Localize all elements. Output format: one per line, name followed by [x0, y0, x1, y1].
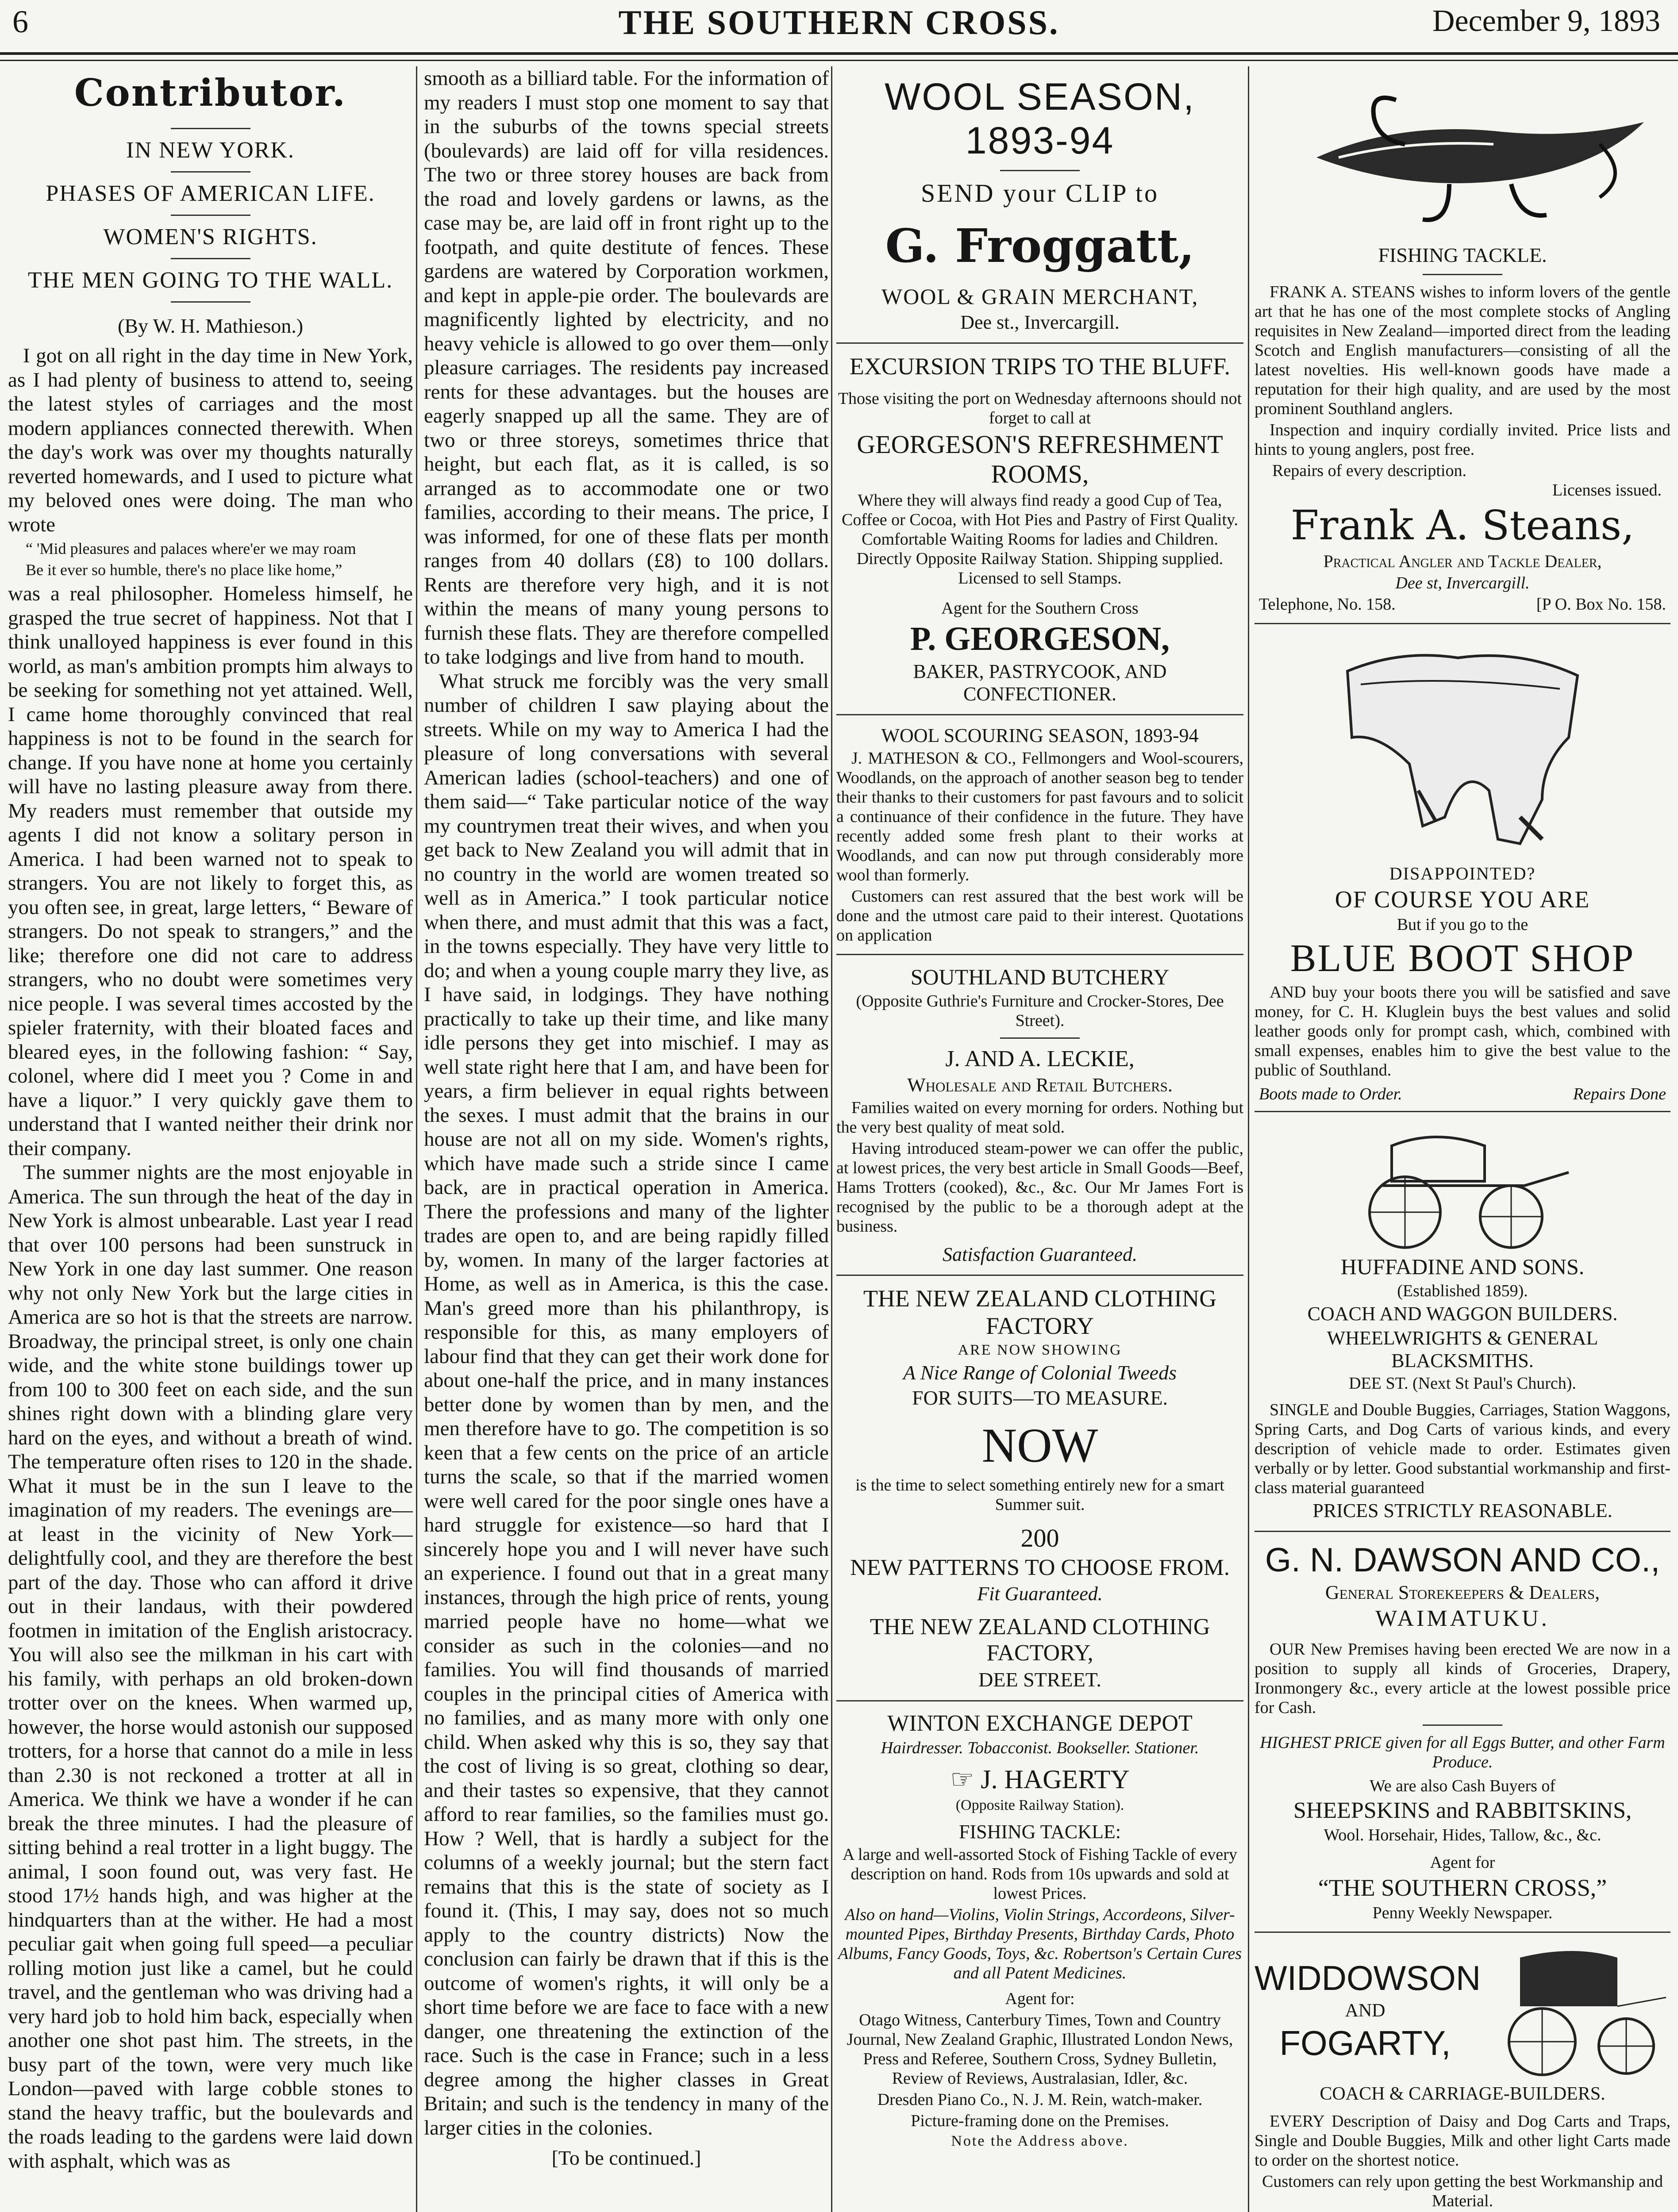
divider — [1000, 1037, 1080, 1039]
huffadine-advert — [1255, 1112, 1670, 1532]
column-rule — [1248, 66, 1249, 2212]
ad-text: J. MATHESON & CO., Fellmongers and Wool-scourers, Woodlands, on the approach of another season beg to tender their thanks to their customers for past favours and to solicit a continuance of their confidence in the future. They have recently added some fresh plant to their works at Woodlands, and can now put through considerably more wool than formerly. — [836, 749, 1243, 884]
ad-text: Wool. Horsehair, Hides, Tallow, &c., &c. — [1324, 1826, 1601, 1844]
ad-text: Penny Weekly Newspaper. — [1372, 1904, 1553, 1922]
quoted-verse: Be it ever so humble, there's no place like home,” — [26, 561, 343, 579]
widdowson-header — [1255, 1940, 1670, 2081]
paragraph: smooth as a billiard table. For the information of my readers I must stop one moment to say that in the suburbs of the towns special streets (boulevards) are laid off for villa residences. The two or three storey houses are back from the road and lovely gardens or lawns, as the case may be, are laid off in front right up to the footpath, and quite destitute of fences. These gardens are watered by Corporation workmen, and kept in apple-pie order. The boulevards are magnificently lighted by electricity, and no heavy vehicle is allowed to go over them—only pleasure carriages. The residents pay increased rents for these advantages. but the houses are eagerly snapped up all the same. They are of two or three storeys, sometimes thrice that height, but each flat, as it is called, is so arranged as to accommodate one or two families, according to their means. The price, I was informed, for one of these flats per month ranges from 40 dollars (£8) to 100 dollars. Rents are therefore very high, and it is not within the means of many young persons to furnish these flats. They are therefore compelled to take lodgings and live from hand to mouth. — [424, 67, 829, 668]
ad-text: PRICES STRICTLY REASONABLE. — [1312, 1500, 1613, 1521]
carriage-icon — [1493, 1940, 1670, 2081]
pointing-hand-icon: ☞ — [950, 1765, 981, 1794]
ad-name: Frank A. Steans, — [1290, 502, 1635, 549]
ad-text: Agent for the Southern Cross — [941, 599, 1139, 618]
advert-column-3 — [836, 66, 1243, 2212]
hagerty-advert — [836, 1701, 1243, 2159]
ad-text: Telephone, No. 158. [P O. Box No. 158. — [1259, 595, 1666, 614]
masthead — [0, 0, 1678, 58]
ad-text: Picture-framing done on the Premises. — [911, 2112, 1169, 2130]
ad-text: Satisfaction Guaranteed. — [943, 1244, 1137, 1265]
ad-text: WHEELWRIGHTS & GENERAL BLACKSMITHS. — [1327, 1327, 1598, 1371]
ad-text: Inspection and inquiry cordially invited. Price lists and hints to young anglers, post free. — [1255, 421, 1670, 459]
quoted-verse: “ 'Mid pleasures and palaces where'er we may roam — [26, 540, 356, 557]
ad-text: 200 — [1020, 1524, 1059, 1552]
column-rule — [831, 66, 832, 2212]
divider — [171, 215, 250, 216]
ad-heading: THE NEW ZEALAND CLOTHING FACTORY — [863, 1285, 1217, 1339]
ad-text: But if you go to the — [1397, 915, 1528, 934]
blue-boot-advert — [1255, 624, 1670, 1112]
masthead-rule — [0, 52, 1678, 61]
illustration-caption: FISHING TACKLE. — [1378, 244, 1547, 266]
article-subheading: PHASES OF AMERICAN LIFE. — [46, 181, 375, 206]
widdowson-advert — [1255, 1933, 1670, 2212]
ad-name: BLUE BOOT SHOP — [1290, 937, 1635, 980]
ad-text: WOOL & GRAIN MERCHANT, — [881, 284, 1199, 309]
divider — [1423, 1724, 1502, 1726]
ad-text: Fit Guaranteed. — [977, 1583, 1103, 1605]
ad-text: Repairs of every description. — [1272, 461, 1466, 480]
ad-name: ☞ J. HAGERTY — [950, 1765, 1130, 1794]
ad-text: Note the Address above. — [951, 2133, 1129, 2149]
ad-text: Licenses issued. — [1552, 481, 1662, 499]
ad-name: WIDDOWSON — [1255, 1959, 1481, 1997]
newspaper-title: THE SOUTHERN CROSS. — [618, 3, 1060, 42]
ad-name: G. Froggatt, — [885, 219, 1195, 273]
ad-text: Practical Angler and Tackle Dealer, — [1323, 551, 1602, 571]
ad-heading: WOOL SEASON, 1893-94 — [885, 76, 1195, 162]
georgeson-advert — [836, 344, 1243, 715]
ad-text: WAIMATUKU. — [1375, 1606, 1550, 1631]
ad-text: (Opposite Guthrie's Furniture and Crocker-Stores, Dee Street). — [856, 992, 1224, 1030]
paragraph: What struck me forcibly was the very small number of children I saw playing about the streets. While on my way to America I had the pleasure of long conversations with several American ladies (school-teachers) and one of them said—“ Take particular notice of the way my countrymen treat their wives, and when you get back to New Zealand you will admit that in no country in the world are women treated so well as in America.” I took particular notice when there, and must admit that this was a fact, in the towns especially. They have very little to do; and when a young couple marry they live, as I have said, in lodgings. They have nothing practically to take up their time, and like many idle persons they get into mischief. I may as well state right here that I am, and have been for years, a firm believer in equal rights between the sexes. I must admit that the brains in our house are not all on my side. Women's rights, which have made such a stride since I came back, are in practical operation in America. There the professions and many of the lighter trades are open to, and are being rapidly filled by, women. In many of the larger factories at Home, as well as in America, is this the case. Man's greed more than his philanthropy, is responsible for this, as many employers of labour find that they can get their work done for about one-half the price, and in many instances better done by women than by men, and the men therefore have to go. The competition is so keen that a few cents on the price of an article turns the scale, so that if the married women were well cared for the poor single ones have a hard struggle for existence—so hard that I sincerely hope you and I will never have such an experience. I found out that in a great many instances, through the high price of rents, young married people have no home—what we consider as such in the colonies—and no families. You will find thousands of married couples in the principal cities of America with no families, and as many more with only one child. When asked why this is so, they say that the cost of living is so great, clothing so dear, and their tastes so expensive, that they cannot afford to rear families, so the families must go. How ? Well, that is hardly a subject for the columns of a weekly journal; but the stern fact remains that this is the state of society as I found it. (This, I may say, does not so much apply to the country districts) Now the conclusion can fairly be drawn that if this is the outcome of women's rights, it will only be a short time before we are face to face with a new danger, one threatening the extinction of the race. Such is the case in France; such in a less degree among the higher classes in Great Britain; and such is the tendency in many of the larger cities in the colonies. — [424, 669, 829, 2139]
ad-text: EVERY Description of Daisy and Dog Carts and Traps, Single and Double Buggies, Milk and other light Carts made to order on the shortest notice. — [1255, 2112, 1670, 2170]
ad-text: Having introduced steam-power we can offer the public, at lowest prices, the very best article in Small Goods—Beef, Hams Trotters (cooked), &c., &c. Our Mr James Fort is recognised by the public to be a thorough adept at the business. — [836, 1139, 1243, 1236]
ad-text: Dresden Piano Co., N. J. M. Rein, watch-maker. — [877, 2090, 1203, 2109]
ad-text: Hairdresser. Tobacconist. Bookseller. Stationer. — [881, 1739, 1199, 1757]
divider — [171, 301, 250, 303]
ad-name: FOGARTY, — [1279, 2024, 1451, 2062]
ad-text: (Opposite Railway Station). — [955, 1797, 1124, 1813]
issue-date: December 9, 1893 — [1432, 4, 1660, 38]
article-heading: IN NEW YORK. — [126, 138, 295, 163]
ad-text: FOR SUITS—TO MEASURE. — [912, 1386, 1168, 1409]
byline: (By W. H. Mathieson.) — [117, 315, 304, 337]
ad-heading: GEORGESON'S REFRESHMENT ROOMS, — [857, 430, 1223, 488]
ad-heading: EXCURSION TRIPS TO THE BLUFF. — [849, 353, 1231, 380]
article-subheading: THE MEN GOING TO THE WALL. — [27, 268, 393, 293]
divider — [1000, 170, 1080, 171]
ad-text: ARE NOW SHOWING — [958, 1342, 1122, 1358]
ad-text: Where they will always find ready a good Cup of Tea, Coffee or Cocoa, with Hot Pies and Pastry of First Quality. Comfortable Waiting Rooms for ladies and Children. Directly Opposite Railway Station. Shipping supplied. Licensed to sell Stamps. — [841, 491, 1239, 588]
ad-heading: “THE SOUTHERN CROSS,” — [1318, 1874, 1607, 1901]
clothing-factory-advert — [836, 1276, 1243, 1701]
divider — [1423, 274, 1502, 275]
ad-heading: SHEEPSKINS and RABBITSKINS, — [1293, 1798, 1632, 1823]
ad-text: HIGHEST PRICE given for all Eggs Butter, and other Farm Produce. — [1260, 1733, 1665, 1771]
buggy-icon — [1339, 1119, 1586, 1252]
ad-text: Also on hand—Violins, Violin Strings, Accordeons, Silver-mounted Pipes, Birthday Presents, Birthday Cards, Photo Albums, Fancy Goods, Toys, &c. Robertson's Certain Cures and all Patent Medicines. — [838, 1905, 1242, 1982]
ad-text: A large and well-assorted Stock of Fishing Tackle of every description on hand. Rods from 10s upwards and sold at lowest Prices. — [843, 1845, 1237, 1903]
boot-icon — [1312, 631, 1613, 861]
ad-text: Customers can rely upon getting the best Workmanship and Material. — [1262, 2172, 1663, 2210]
ad-name: P. GEORGESON, — [910, 620, 1170, 657]
ad-text: Wholesale and Retail Butchers. — [907, 1074, 1173, 1096]
ad-text: FRANK A. STEANS wishes to inform lovers of the gentle art that he has one of the most complete stocks of Angling requisites in New Zealand—imported direct from the leading Scotch and English manufacturers—consisting of all the latest novelties. His well-known goods have made a reputation for their high quality, and are used by the most prominent Southland anglers. — [1255, 283, 1670, 418]
article-column-1 — [8, 66, 413, 2212]
ad-heading: OF COURSE YOU ARE — [1335, 886, 1590, 913]
article-column-2 — [424, 66, 829, 2212]
ad-heading: SOUTHLAND BUTCHERY — [910, 964, 1170, 989]
ad-text: Otago Witness, Canterbury Times, Town and Country Journal, New Zealand Graphic, Illustrated London News, Press and Referee, Southern Cross, Sydney Bulletin, Review of Reviews, Australasian, Idler, &c. — [847, 2011, 1233, 2088]
ad-text: Boots made to Order. Repairs Done — [1259, 1085, 1666, 1103]
ad-heading: WOOL SCOURING SEASON, 1893-94 — [881, 725, 1199, 746]
ad-text: Families waited on every morning for orders. Nothing but the very best quality of meat sold. — [836, 1098, 1243, 1137]
ad-heading: WINTON EXCHANGE DEPOT — [887, 1711, 1193, 1736]
paragraph: was a real philosopher. Homeless himself, he grasped the true secret of happiness. Not that I think unalloyed happiness is ever found in this world, as man's ambition prompts him always to be seeking for something not yet attained. Well, I came home thoroughly convinced that real happiness is not to be found in the search for change. If you have none at home you certainly will have no lasting pleasure away from there. My readers must remember that outside my agents I did not know a solitary person in America. I had been warned not to speak to strangers. You are not likely to forget this, as you often see, in great, large letters, “ Beware of strangers. Do not speak to strangers,” and the like; therefore one did not care to address strangers, who no doubt were sometimes very nice people. I was several times accosted by the spieler fraternity, with their bloated faces and bleared eyes, in the following fashion: “ Say, colonel, where did I meet you ? Come in and have a liquor.” I very quickly gave them to understand that I wanted neither their drink nor their company. — [8, 582, 413, 1160]
widdowson-title — [1255, 1956, 1481, 2065]
divider — [171, 171, 250, 173]
ad-heading: NOW — [981, 1418, 1098, 1472]
ad-text: Agent for: — [1005, 1989, 1075, 2008]
ad-text: Dee st., Invercargill. — [960, 311, 1120, 333]
froggatt-advert — [836, 66, 1243, 344]
ad-name: THE NEW ZEALAND CLOTHING FACTORY, — [870, 1614, 1210, 1666]
advert-column-4 — [1255, 66, 1670, 2212]
steans-advert — [1255, 66, 1670, 624]
continued-note: [To be continued.] — [551, 2147, 701, 2169]
article-subheading: WOMEN'S RIGHTS. — [103, 224, 318, 250]
ad-text: Customers can rest assured that the best work will be done and the utmost care paid to their interest. Quotations on application — [836, 887, 1243, 945]
ad-text: DEE STREET. — [978, 1668, 1101, 1691]
ad-text: A Nice Range of Colonial Tweeds — [903, 1361, 1177, 1384]
ad-text: Agent for — [1430, 1853, 1495, 1872]
page-number: 6 — [12, 4, 28, 39]
ad-text: COACH AND WAGGON BUILDERS. — [1307, 1303, 1618, 1325]
ad-text: General Storekeepers & Dealers, — [1325, 1582, 1600, 1603]
ad-name: HUFFADINE AND SONS. — [1340, 1254, 1585, 1279]
ad-text: OUR New Premises having been erected We are now in a position to supply all kinds of Groceries, Drapery, Ironmongery &c., every article at the lowest possible price for Cash. — [1255, 1640, 1670, 1717]
dawson-advert — [1255, 1532, 1670, 1933]
ad-text: Dee st, Invercargill. — [1395, 574, 1530, 592]
paragraph: The summer nights are the most enjoyable in America. The sun through the heat of the day in New York is almost unbearable. Last year I read that over 100 persons had been sunstruck in New York in one day last summer. One reason why not only New York but the large cities in America are so hot is that the streets are narrow. Broadway, the principal street, is only one chain wide, and the white stone buildings tower up from 100 to 300 feet on each side, and the sun shines right down with a blinding glare very hard on the eyes, and without a breath of wind. The temperature often rises to 120 in the shade. What it must be in the sun I leave to the imagination of my readers. The evenings are—at least in the vicinity of New York—delightfully cool, and they are therefore the best part of the day. Those who can afford it drive out in their landaus, with their powdered footmen in imitation of the English aristocracy. You will also see the milkman in his cart with his family, with perhaps an old broken-down trotter over on the knees. When warmed up, however, the horse would astonish our supposed trotters, for a horse that cannot do a mile in less than 2.30 is not reckoned a trotter at all in America. We think we have a wonder if he can break the three minutes. I had the pleasure of sitting behind a real trotter in a light buggy. The animal, I soon found out, was very fast. He stood 17½ hands high, and was higher at the hindquarters than at the wither. He had a most peculiar gait when going full speed—a peculiar rolling motion just like a camel, but he could travel, and the gentleman who was driving had a very hard job to hold him back, especially when another one shot past him. The streets, in the busy part of the town, were very much like London—paved with large cobble stones to stand the heavy traffic, but the boulevards and the roads leading to the gardens were laid down with asphalt, which was as — [8, 1161, 413, 2173]
divider — [171, 258, 250, 259]
ad-text: AND — [1345, 2001, 1386, 2021]
ad-text: NEW PATTERNS TO CHOOSE FROM. — [850, 1555, 1230, 1580]
ad-text: (Established 1859). — [1397, 1282, 1528, 1300]
leckie-advert — [836, 955, 1243, 1276]
matheson-advert — [836, 715, 1243, 955]
ad-text: DISAPPOINTED? — [1389, 864, 1536, 883]
section-heading: Contributor. — [74, 71, 347, 115]
ad-text: DEE ST. (Next St Paul's Church). — [1349, 1374, 1576, 1393]
paragraph: I got on all right in the day time in New York, as I had plenty of business to attend to, seeing the latest styles of carriages and the most modern appliances connected therewith. When the day's work was over my thoughts naturally reverted homewards, and I used to picture what my beloved ones were doing. The man who wrote — [8, 344, 413, 536]
ad-text: SINGLE and Double Buggies, Carriages, Station Waggons, Spring Carts, and Dog Carts of various kinds, and every description of vehicle made to order. Estimates given verbally or by letter. Good substantial workmanship and first-class material guaranteed — [1255, 1401, 1670, 1497]
fishing-lure-icon — [1263, 73, 1662, 242]
ad-text: We are also Cash Buyers of — [1369, 1777, 1556, 1795]
ad-name: J. AND A. LECKIE, — [945, 1046, 1135, 1071]
divider — [171, 128, 250, 129]
ad-text: AND buy your boots there you will be satisfied and save money, for C. H. Kluglein buys the best values and solid leather goods only for prompt cash, which, combined with small expenses, enables him to give the best value to the public of Southland. — [1255, 983, 1670, 1079]
ad-text: BAKER, PASTRYCOOK, AND CONFECTIONER. — [913, 661, 1167, 705]
ad-text: SEND your CLIP to — [921, 179, 1159, 207]
column-rule — [416, 66, 417, 2212]
ad-text: Those visiting the port on Wednesday afternoons should not forget to call at — [838, 389, 1242, 427]
ad-name: G. N. DAWSON AND CO., — [1265, 1541, 1660, 1579]
ad-text: COACH & CARRIAGE-BUILDERS. — [1320, 2084, 1605, 2104]
ad-text: is the time to select something entirely new for a smart Summer suit. — [855, 1476, 1224, 1514]
ad-heading: FISHING TACKLE: — [958, 1821, 1121, 1843]
